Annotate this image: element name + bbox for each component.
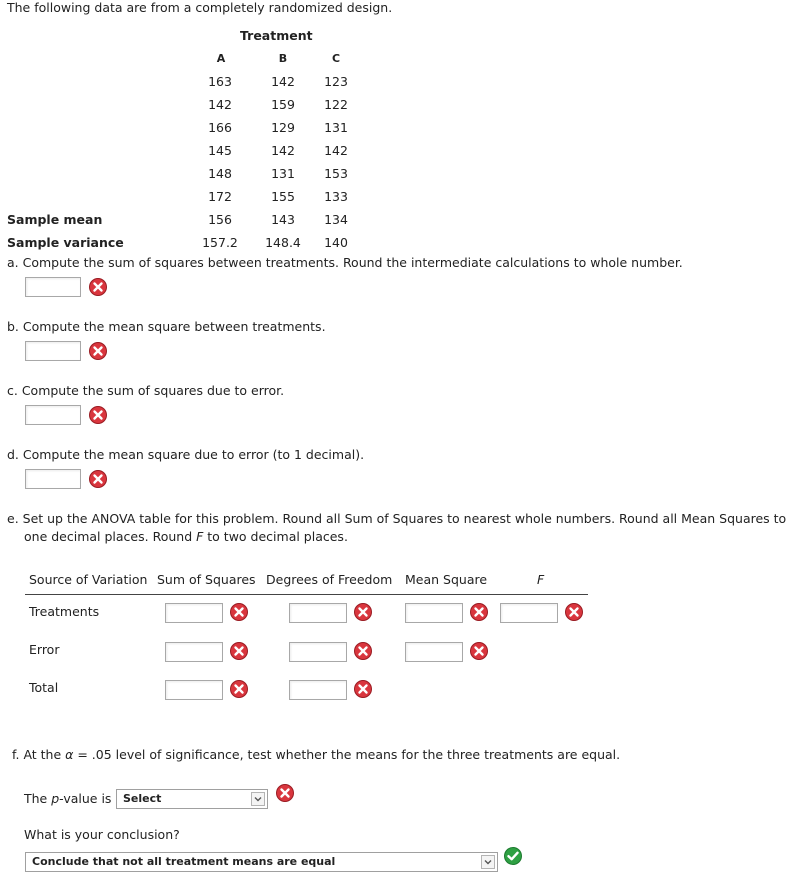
sample-mean-b: 143 [271, 212, 295, 227]
sample-variance-b: 148.4 [265, 235, 301, 250]
question-e-f-symbol: F [196, 529, 204, 544]
cell-c3: 131 [324, 120, 348, 135]
cell-a5: 148 [208, 166, 232, 181]
conclusion-question: What is your conclusion? [24, 827, 180, 842]
cell-a6: 172 [208, 189, 232, 204]
pvalue-select-value: Select [123, 792, 162, 805]
x-circle-icon [275, 783, 295, 803]
x-circle-icon [353, 602, 373, 622]
cell-c6: 133 [324, 189, 348, 204]
cell-a2: 142 [208, 97, 232, 112]
column-header-b: B [278, 52, 288, 65]
error-ss-input[interactable] [165, 642, 223, 662]
question-f [12, 747, 620, 762]
cell-b1: 142 [271, 74, 295, 89]
anova-header-df: Degrees of Freedom [266, 572, 393, 587]
cell-a3: 166 [208, 120, 232, 135]
column-header-a: A [216, 52, 226, 65]
cell-c2: 122 [324, 97, 348, 112]
anova-row-label-total: Total [29, 680, 59, 695]
treatments-df-input[interactable] [289, 603, 347, 623]
cell-b4: 142 [271, 143, 295, 158]
column-header-c: C [331, 52, 341, 65]
cell-b5: 131 [271, 166, 295, 181]
pvalue-label-b: -value is [59, 791, 112, 806]
anova-header-source: Source of Variation [29, 572, 148, 587]
cell-b6: 155 [271, 189, 295, 204]
sample-mean-label: Sample mean [7, 212, 103, 227]
question-e-text-b: to two decimal places. [203, 529, 348, 544]
x-circle-icon [229, 679, 249, 699]
pvalue-select[interactable] [116, 789, 268, 809]
total-ss-input[interactable] [165, 680, 223, 700]
treatments-ms-input[interactable] [405, 603, 463, 623]
conclusion-select-value: Conclude that not all treatment means are equal [32, 855, 336, 868]
anova-header-ms: Mean Square [405, 572, 488, 587]
treatments-f-input[interactable] [500, 603, 558, 623]
question-d: d. Compute the mean square due to error (to 1 decimal). [7, 447, 365, 462]
x-circle-icon [88, 341, 108, 361]
sample-variance-a: 157.2 [202, 235, 238, 250]
treatments-ss-input[interactable] [165, 603, 223, 623]
anova-row-label-error: Error [29, 642, 60, 657]
intro-text: The following data are from a completely randomized design. [7, 0, 393, 15]
question-e-line1: e. Set up the ANOVA table for this problem. Round all Sum of Squares to nearest whole numbers. Round all Mean Squares to [7, 511, 787, 526]
x-circle-icon [564, 602, 584, 622]
x-circle-icon [88, 405, 108, 425]
x-circle-icon [229, 602, 249, 622]
alpha-symbol: α [65, 747, 74, 762]
x-circle-icon [353, 641, 373, 661]
anova-header-ss: Sum of Squares [157, 572, 256, 587]
pvalue-label [24, 791, 111, 806]
anova-header-f: F [537, 572, 545, 587]
cell-c5: 153 [324, 166, 348, 181]
chevron-down-icon[interactable] [481, 855, 495, 869]
sample-mean-c: 134 [324, 212, 348, 227]
answer-b-input[interactable] [25, 341, 81, 361]
anova-header-rule [25, 594, 588, 595]
pvalue-label-a: The [24, 791, 52, 806]
cell-b3: 129 [271, 120, 295, 135]
error-ms-input[interactable] [405, 642, 463, 662]
question-e-text-a: one decimal places. Round [24, 529, 197, 544]
answer-a-input[interactable] [25, 277, 81, 297]
pvalue-p-symbol: p [51, 791, 60, 806]
x-circle-icon [88, 277, 108, 297]
x-circle-icon [353, 679, 373, 699]
cell-a1: 163 [208, 74, 232, 89]
question-c: c. Compute the sum of squares due to error. [7, 383, 285, 398]
sample-mean-a: 156 [208, 212, 232, 227]
total-df-input[interactable] [289, 680, 347, 700]
question-a: a. Compute the sum of squares between treatments. Round the intermediate calculations to whole number. [7, 255, 683, 270]
treatment-header: Treatment [240, 28, 313, 43]
cell-c1: 123 [324, 74, 348, 89]
answer-d-input[interactable] [25, 469, 81, 489]
error-df-input[interactable] [289, 642, 347, 662]
cell-c4: 142 [324, 143, 348, 158]
cell-a4: 145 [208, 143, 232, 158]
question-e-line2 [24, 529, 348, 544]
question-f-text-a: f. At the [12, 747, 66, 762]
question-b: b. Compute the mean square between treatments. [7, 319, 326, 334]
x-circle-icon [469, 641, 489, 661]
question-f-text-b: = .05 level of significance, test whether the means for the three treatments are equal. [73, 747, 621, 762]
conclusion-select[interactable] [25, 852, 498, 872]
x-circle-icon [88, 469, 108, 489]
sample-variance-label: Sample variance [7, 235, 124, 250]
sample-variance-c: 140 [324, 235, 348, 250]
anova-row-label-treatments: Treatments [29, 604, 100, 619]
chevron-down-icon[interactable] [251, 792, 265, 806]
check-circle-icon [503, 846, 523, 866]
cell-b2: 159 [271, 97, 295, 112]
answer-c-input[interactable] [25, 405, 81, 425]
x-circle-icon [469, 602, 489, 622]
x-circle-icon [229, 641, 249, 661]
